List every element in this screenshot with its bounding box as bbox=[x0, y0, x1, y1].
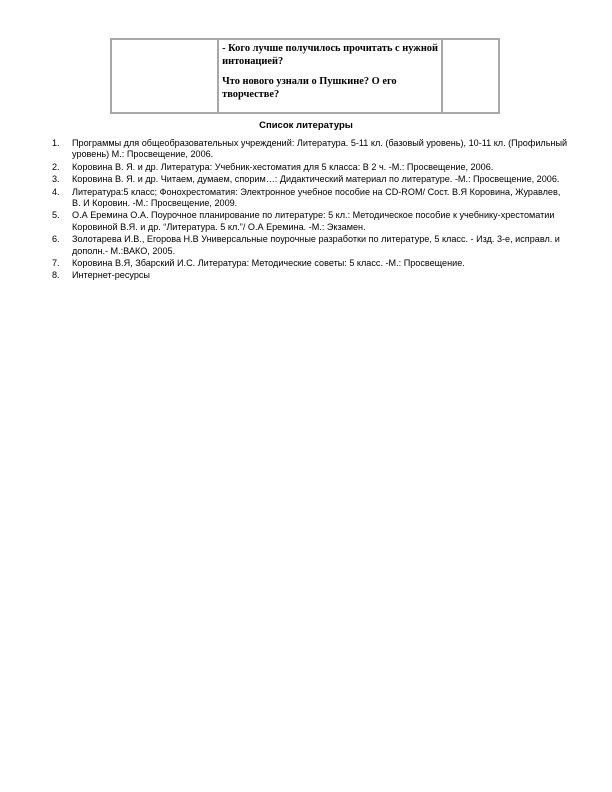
list-item bbox=[48, 162, 568, 173]
list-item-text: Коровина В. Я. и др. Читаем, думаем, спорим…: Дидактический материал по литературе. -М.: Просвещение, 2006. bbox=[72, 174, 560, 185]
list-item-text: О.А Еремина О.А. Поурочное планирование по литературе: 5 кл.: Методическое пособие к учебнику-хрестоматии Коровиной В.Я. и др. “Литература. 5 кл.”/ О.А Еремина. -М.: Экзамен. bbox=[72, 210, 555, 232]
table-cell-questions bbox=[219, 38, 441, 114]
list-item-text: Коровина В. Я. и др. Литература: Учебник-хестоматия для 5 класса: В 2 ч. -М.: Просвещение, 2006. bbox=[72, 161, 494, 172]
list-item-number: 8. bbox=[52, 270, 60, 281]
bibliography-title: Список литературы bbox=[259, 120, 353, 131]
list-item-text: Программы для общеобразовательных учреждений: Литература. 5-11 кл. (базовый уровень), 10-11 кл. (Профильный уровень) М.: Просвещение, 2006. bbox=[72, 138, 568, 160]
list-item bbox=[48, 210, 568, 233]
list-item-text: Золотарева И.В., Егорова Н.В Универсальные поурочные разработки по литературе, 5 класс. - Изд. 3-е, исправл. и дополн.- М.:ВАКО, 2005. bbox=[72, 234, 560, 256]
bibliography-list bbox=[48, 138, 568, 283]
list-item bbox=[48, 187, 568, 210]
list-item bbox=[48, 258, 568, 269]
list-item-number: 1. bbox=[52, 138, 60, 148]
table-cell-empty-right bbox=[441, 38, 500, 114]
list-item-number: 6. bbox=[52, 234, 60, 245]
list-item bbox=[48, 234, 568, 257]
list-item bbox=[48, 270, 568, 281]
list-item bbox=[48, 174, 568, 185]
lesson-table-fragment bbox=[110, 38, 500, 114]
table-cell-empty-left bbox=[110, 38, 219, 114]
list-item-number: 7. bbox=[52, 258, 60, 269]
list-item bbox=[48, 138, 568, 161]
list-item-number: 2. bbox=[52, 161, 60, 172]
question-intonation: - Кого лучше получилось прочитать с нужной интонацией? bbox=[222, 43, 438, 67]
list-item-text: Коровина В.Я, Збарский И.С. Литература: Методические советы: 5 класс. -М.: Просвещение. bbox=[72, 258, 465, 269]
list-item-number: 3. bbox=[52, 174, 60, 185]
list-item-number: 4. bbox=[52, 186, 60, 197]
question-pushkin: Что нового узнали о Пушкине? О его творчестве? bbox=[222, 76, 397, 100]
table-row bbox=[110, 38, 500, 114]
list-item-text: Интернет-ресурсы bbox=[72, 270, 150, 281]
list-item-number: 5. bbox=[52, 210, 60, 221]
list-item-text: Литература:5 класс; Фонохрестоматия: Электронное учебное пособие на CD-ROM/ Сост. В.Я Коровина, Журавлев, В. И Коровин. -М.: Просвещение, 2009. bbox=[72, 186, 561, 209]
